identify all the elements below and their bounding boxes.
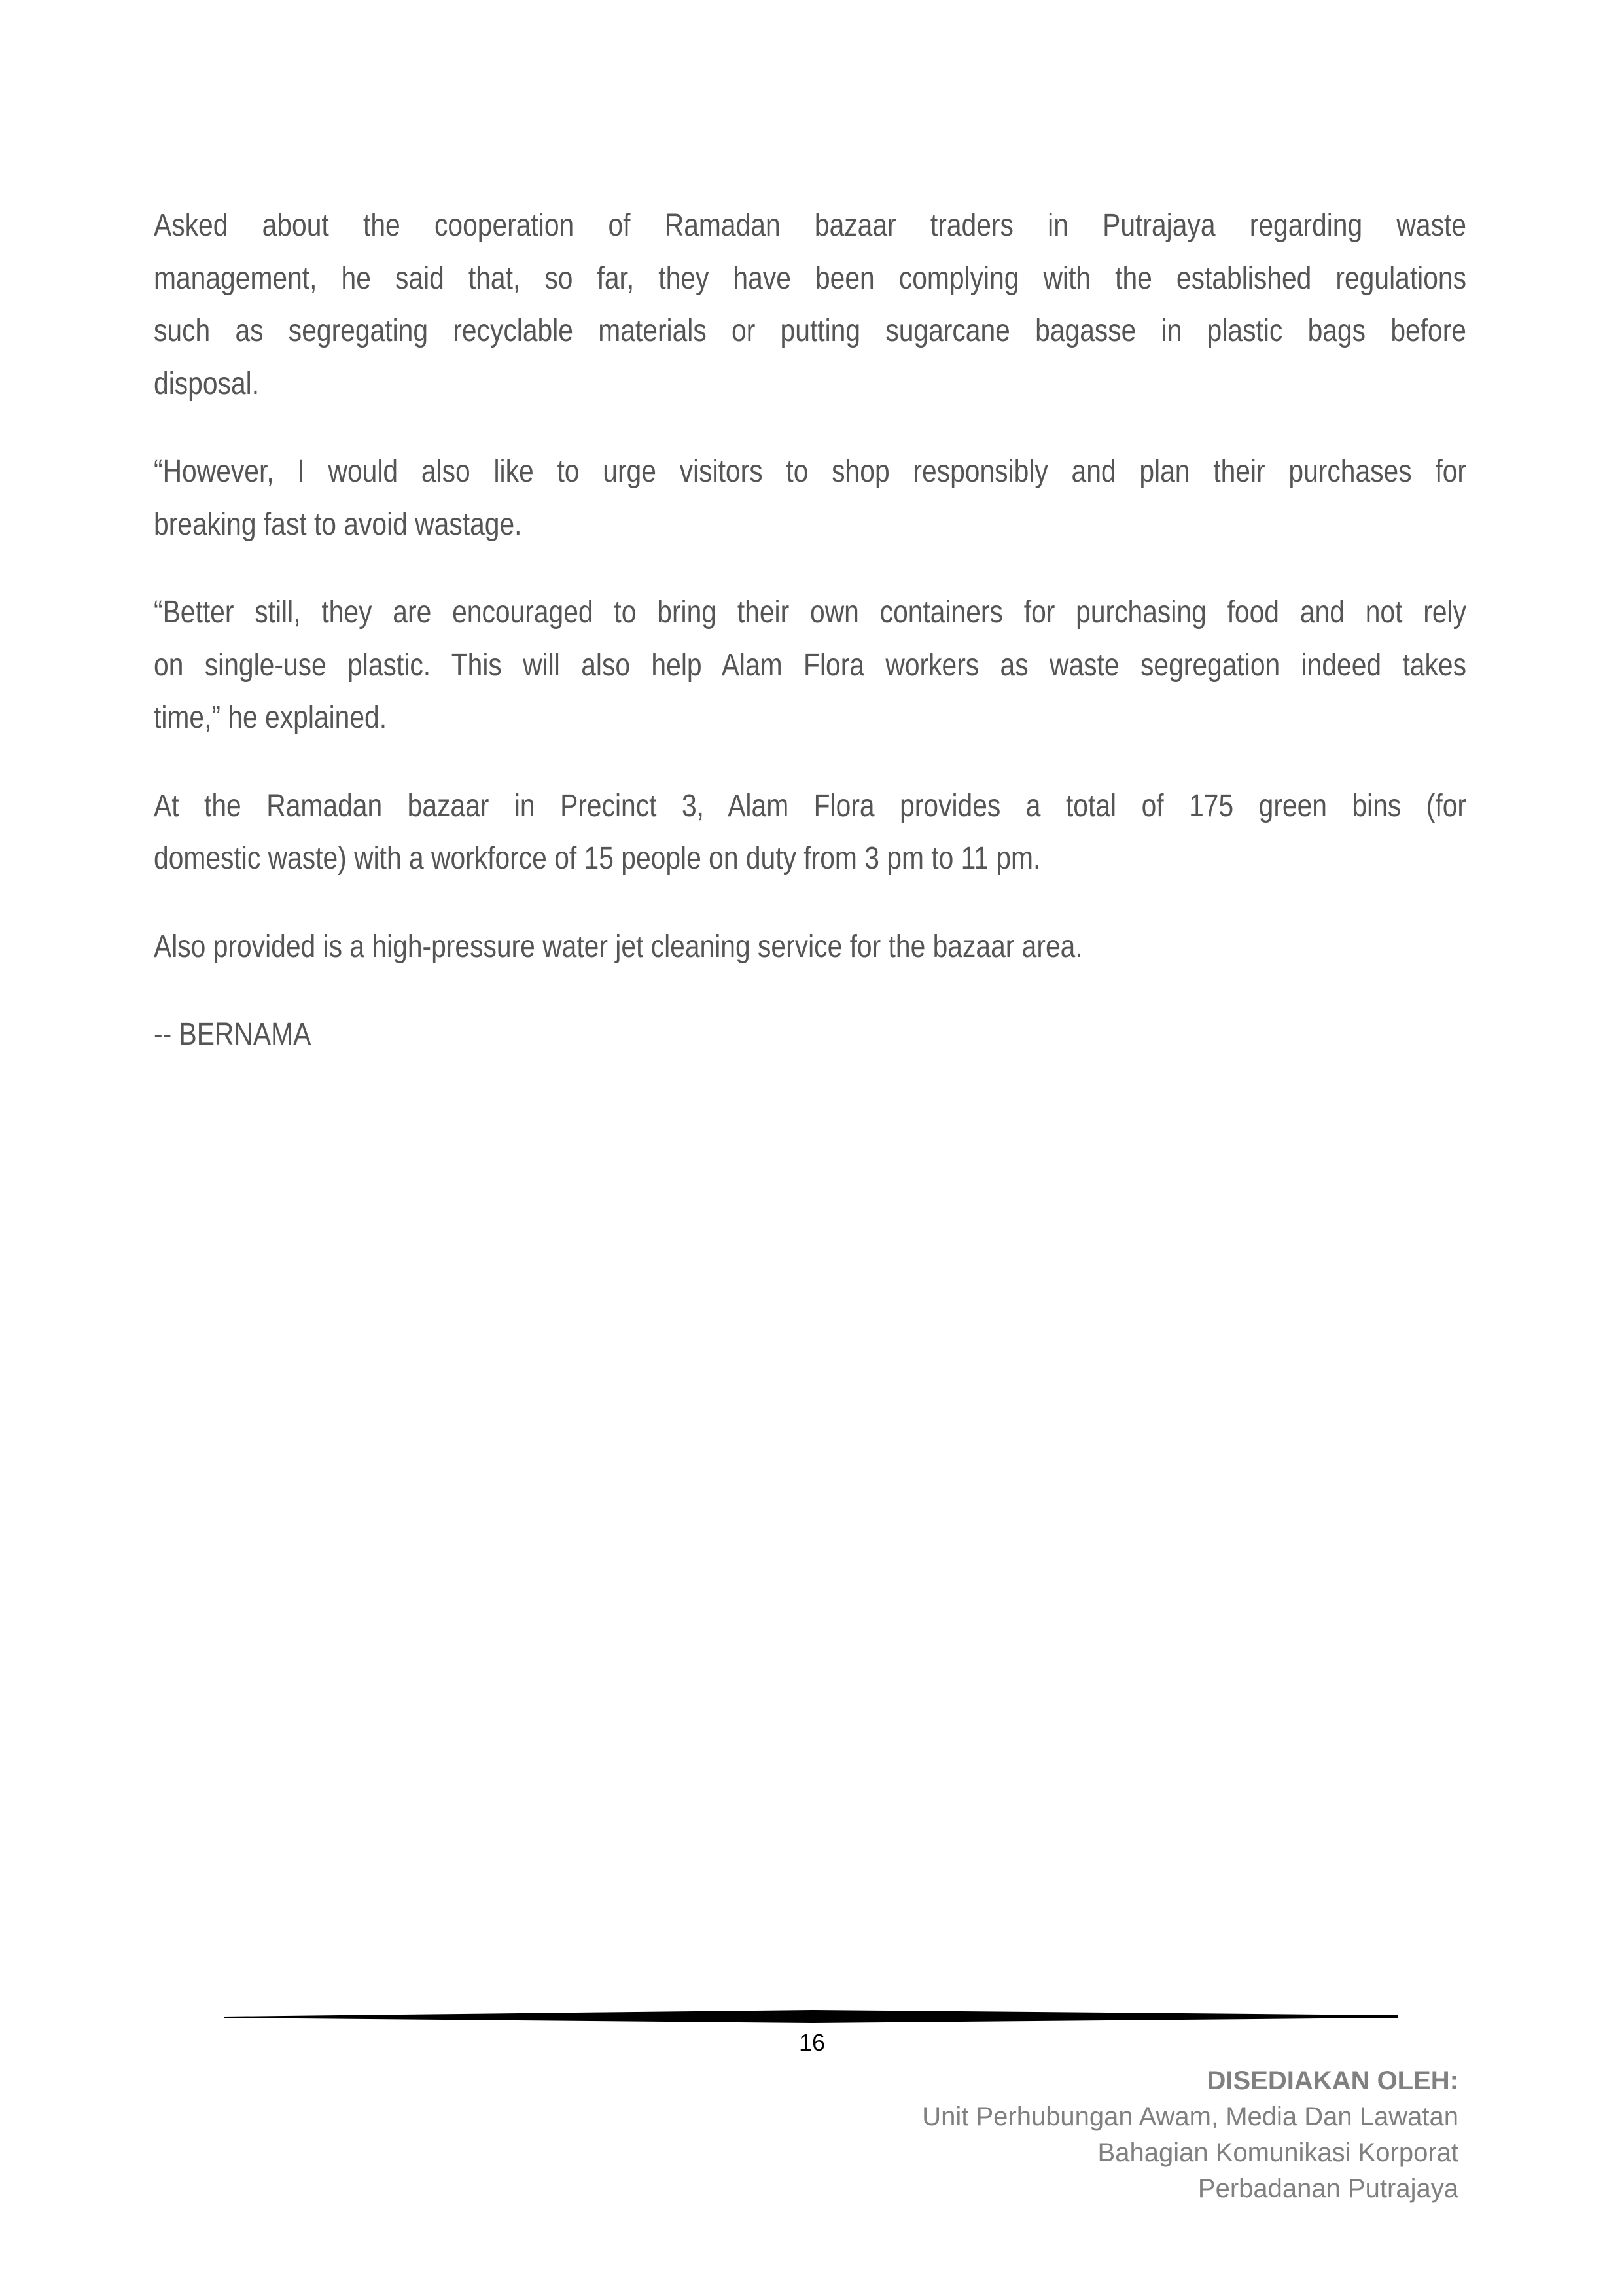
paragraph xyxy=(154,200,1466,410)
paragraph xyxy=(154,446,1466,551)
text-line: on single-use plastic. This will also help Alam Flora workers as waste segregation indeed takes xyxy=(154,647,1466,683)
text-line: management, he said that, so far, they have been complying with the established regulations xyxy=(154,260,1466,296)
text-line: domestic waste) with a workforce of 15 people on duty from 3 pm to 11 pm. xyxy=(154,841,1041,876)
footer-credits xyxy=(922,2063,1458,2207)
paragraph xyxy=(154,586,1466,745)
text-line: “Better still, they are encouraged to bring their own containers for purchasing food and not rely xyxy=(154,595,1466,630)
footer-divider xyxy=(224,2009,1398,2024)
text-line: At the Ramadan bazaar in Precinct 3, Alam Flora provides a total of 175 green bins (for xyxy=(154,788,1466,823)
paragraph xyxy=(154,921,1466,974)
footer-line-unit: Unit Perhubungan Awam, Media Dan Lawatan xyxy=(922,2102,1458,2131)
text-line: disposal. xyxy=(154,366,260,401)
text-line: -- BERNAMA xyxy=(154,1017,311,1052)
footer-line-organization: Perbadanan Putrajaya xyxy=(1197,2174,1458,2203)
footer-heading: DISEDIAKAN OLEH: xyxy=(1207,2066,1458,2095)
footer-line-division: Bahagian Komunikasi Korporat xyxy=(1097,2138,1458,2167)
paragraph xyxy=(154,780,1466,886)
text-line: Also provided is a high-pressure water jet cleaning service for the bazaar area. xyxy=(154,929,1083,964)
text-line: such as segregating recyclable materials or putting sugarcane bagasse in plastic bags before xyxy=(154,314,1466,348)
text-line: “However, I would also like to urge visitors to shop responsibly and plan their purchases for xyxy=(154,454,1466,489)
text-line: Asked about the cooperation of Ramadan bazaar traders in Putrajaya regarding waste xyxy=(154,208,1466,243)
text-line: time,” he explained. xyxy=(154,700,387,735)
paragraph xyxy=(154,1009,1466,1062)
page-number: 16 xyxy=(798,2029,826,2056)
text-line: breaking fast to avoid wastage. xyxy=(154,507,522,542)
article-body xyxy=(154,200,1466,1097)
